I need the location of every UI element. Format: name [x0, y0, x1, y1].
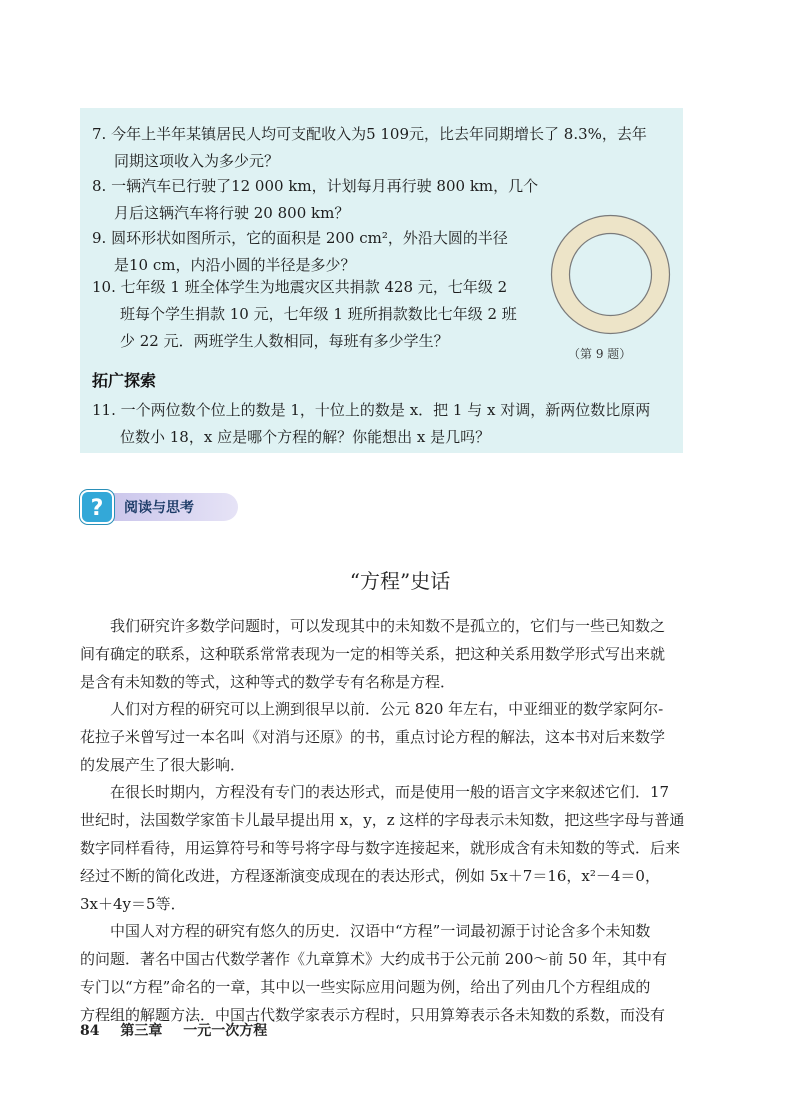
paragraph-line: 数字同样看待，用运算符号和等号将字母与数字连接起来，就形成含有未知数的等式．后来 — [80, 839, 681, 857]
exercise-line: 月后这辆汽车将行驶 20 800 km？ — [114, 204, 350, 222]
exercise-9 — [92, 225, 508, 279]
paragraph-line: 间有确定的联系，这种联系常常表现为一定的相等关系，把这种关系用数学形式写出来就 — [80, 645, 666, 663]
article-paragraph — [80, 778, 690, 918]
article-title: “方程”史话 — [349, 569, 451, 593]
paragraph-line: 的问题．著名中国古代数学著作《九章算术》大约成书于公元前 200～前 50 年，其中有 — [80, 950, 668, 968]
chapter-title: 一元一次方程 — [183, 1023, 268, 1039]
paragraph-line: 经过不断的简化改进，方程逐渐演变成现在的表达形式，例如 5x＋7＝16，x²－4＝0， — [80, 867, 660, 885]
exercise-line: 位数小 18，x 应是哪个方程的解？你能想出 x 是几吗？ — [120, 428, 491, 446]
exercise-line: 8. 一辆汽车已行驶了12 000 km，计划每月再行驶 800 km，几个 — [92, 177, 539, 195]
section-title: 拓广探索 — [92, 371, 157, 390]
exercise-line: 7. 今年上半年某镇居民人均可支配收入为5 109元，比去年同期增长了 8.3%，去年 — [92, 125, 647, 143]
article-paragraph — [80, 695, 690, 779]
paragraph-line: 世纪时，法国数学家笛卡儿最早提出用 x，y，z 这样的字母表示未知数，把这些字母与普通 — [80, 811, 685, 829]
article-paragraph — [80, 917, 690, 1029]
ring-inner-circle — [570, 234, 652, 316]
exercise-line: 是10 cm，内沿小圆的半径是多少？ — [114, 256, 356, 274]
exercise-7 — [92, 121, 647, 175]
reading-badge — [80, 490, 240, 524]
exercise-line: 同期这项收入为多少元？ — [114, 152, 280, 170]
exercise-8 — [92, 173, 538, 227]
chapter-label: 第三章 — [120, 1023, 163, 1039]
exercise-line: 少 22 元．两班学生人数相同，每班有多少学生？ — [120, 332, 449, 350]
exercise-11 — [92, 397, 650, 451]
paragraph-line: 是含有未知数的等式，这种等式的数学专有名称是方程． — [80, 673, 456, 691]
paragraph-line: 我们研究许多数学问题时，可以发现其中的未知数不是孤立的，它们与一些已知数之 — [80, 617, 666, 635]
exercise-10 — [92, 274, 517, 355]
paragraph-line: 专门以“方程”命名的一章，其中以一些实际应用问题为例，给出了列由几个方程组成的 — [80, 978, 651, 996]
ring-figure — [549, 213, 672, 336]
exercise-line: 10. 七年级 1 班全体学生为地震灾区共捐款 428 元，七年级 2 — [92, 278, 508, 296]
paragraph-line: 人们对方程的研究可以上溯到很早以前．公元 820 年左右，中亚细亚的数学家阿尔- — [80, 700, 664, 718]
page-footer — [80, 1020, 283, 1040]
paragraph-line: 中国人对方程的研究有悠久的历史．汉语中“方程”一词最初源于讨论含多个未知数 — [80, 922, 651, 940]
exercise-line: 班每个学生捐款 10 元，七年级 1 班所捐款数比七年级 2 班 — [120, 305, 517, 323]
exercise-line: 9. 圆环形状如图所示，它的面积是 200 cm²，外沿大圆的半径 — [92, 229, 508, 247]
paragraph-line: 方程组的解题方法．中国古代数学家表示方程时，只用算筹表示各未知数的系数，而没有 — [80, 1006, 666, 1024]
figure-caption: （第 9 题） — [568, 347, 632, 361]
page-number: 84 — [80, 1023, 100, 1039]
badge-label: 阅读与思考 — [124, 500, 194, 516]
paragraph-line: 花拉子米曾写过一本名叫《对消与还原》的书，重点讨论方程的解法，这本书对后来数学 — [80, 728, 666, 746]
paragraph-line: 的发展产生了很大影响． — [80, 756, 246, 774]
paragraph-line: 在很长时期内，方程没有专门的表达形式，而是使用一般的语言文字来叙述它们．17 — [80, 783, 670, 801]
article-paragraph — [80, 612, 690, 696]
question-icon: ? — [80, 490, 114, 524]
exercise-line: 11. 一个两位数个位上的数是 1，十位上的数是 x．把 1 与 x 对调，新两位数比原两 — [92, 401, 651, 419]
paragraph-line: 3x＋4y＝5等． — [80, 895, 186, 913]
